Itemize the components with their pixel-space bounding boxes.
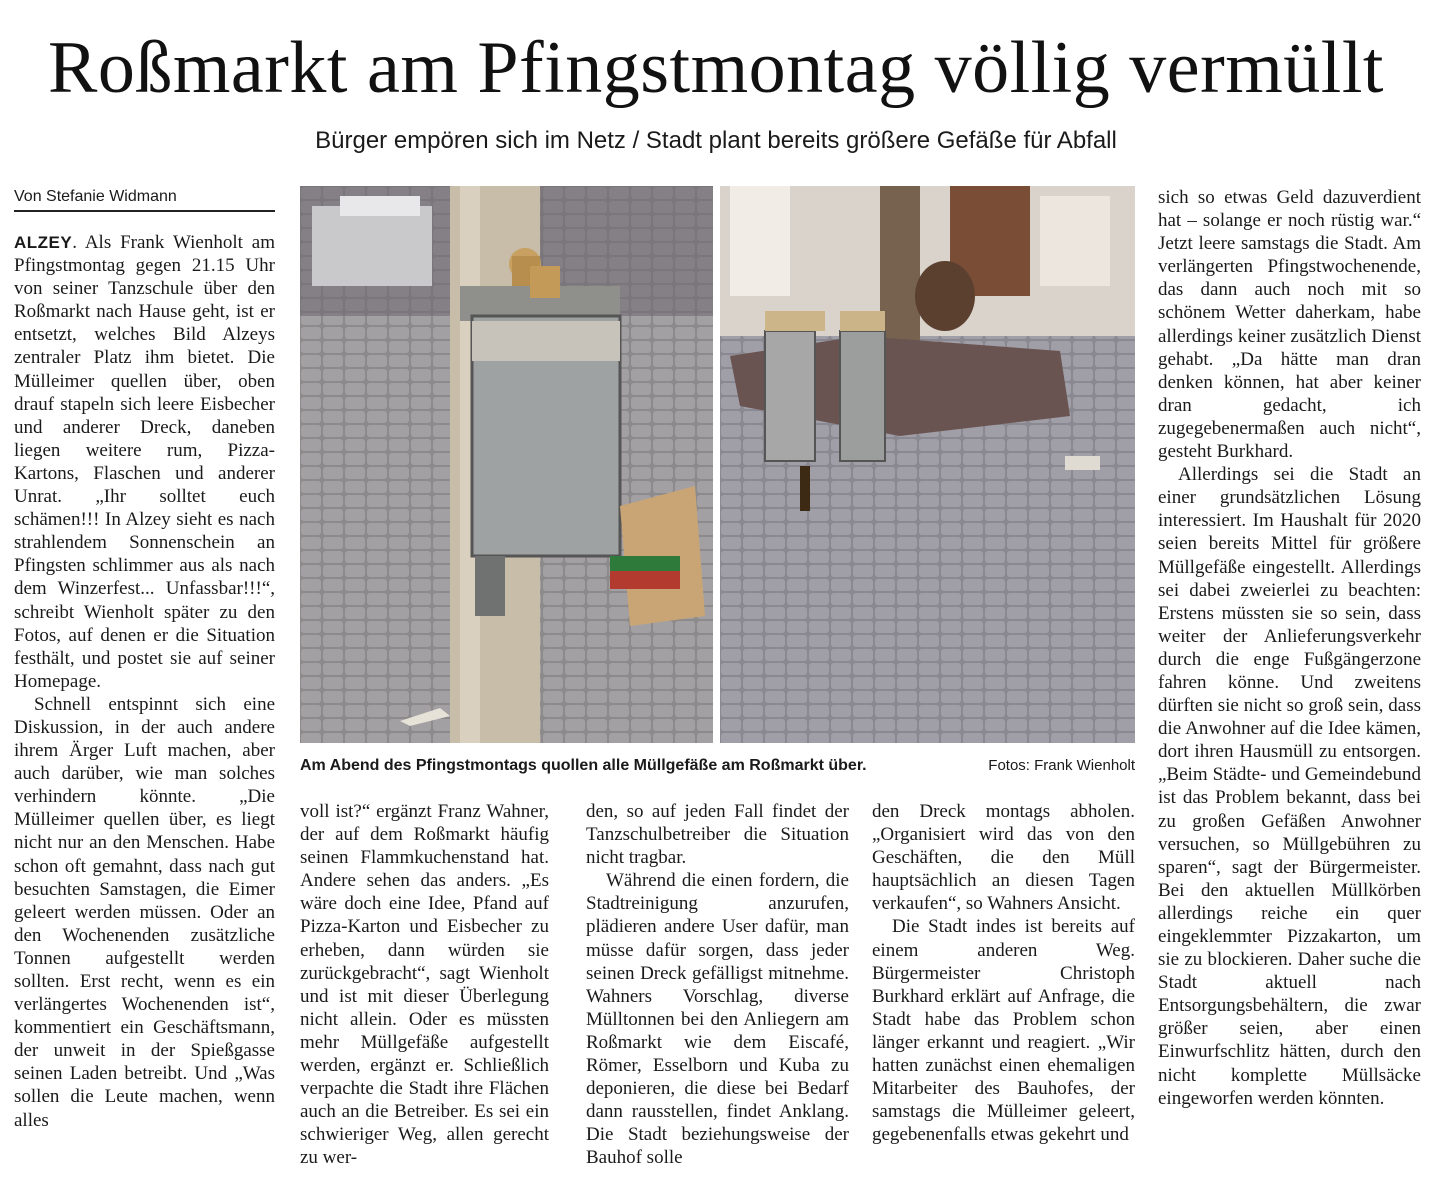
- subheadline: Bürger empören sich im Netz / Stadt plant bereits größere Gefäße für Abfall: [315, 127, 1117, 154]
- paragraph: sich so etwas Geld dazuverdient hat – solange er noch rüstig war.“ Jetzt leere samstags die Stadt. Am verlängerten Pfingstwochenende, das dann auch noch mit so schönem Wetter daherkam, habe allerdings keiner zusätzlich Dienst gehabt. „Da hätte man dran denken können, hat aber keiner dran gedacht, ich zugegebenermaßen auch nicht“, gesteht Burkhard.: [1158, 187, 1421, 463]
- paragraph: Die Stadt indes ist bereits auf einem anderen Weg. Bürgermeister Christoph Burkhard erklärt auf Anfrage, die Stadt habe das Problem schon länger erkannt und reagiert. „Wir hatten zunächst einen ehemaligen Mitarbeiter des Bauhofes, der samstags die Mülleimer geleert, gegebenenfalls etwas gekehrt und: [872, 916, 1135, 1146]
- paragraph: Schnell entspinnt sich eine Diskussion, in der auch andere ihrem Ärger Luft machen, aber auch darüber, wie man solches verhindern könnte. „Die Mülleimer quellen über, es liegt nicht nur an den Menschen. Habe schon oft gemahnt, dass nach gut besuchten Samstagen, die Eimer geleert werden müssen. Oder an den Wochenenden zusätzliche Tonnen aufgestellt werden sollten. Erst recht, wenn es ein verlängertes Wochenenden ist“, kommentiert ein Geschäftsmann, der unweit in der Spießgasse seinen Laden betreibt. Und „Was sollen die Leute machen, wenn alles: [14, 693, 275, 1131]
- paragraph: [14, 231, 275, 693]
- paragraph: Allerdings sei die Stadt an einer grundsätzlichen Lösung interessiert. Im Haushalt für 2020 seien bereits Mittel für größere Müllgefäße eingestellt. Allerdings sei dabei zweierlei zu beachten: Erstens müssten sie so sein, dass weiter der Anlieferungsverkehr durch die enge Fußgängerzone fahren könne. Und zweitens dürften sie nicht so groß sein, dass die Anwohner auf die Idee kämen, dort ihren Hausmüll zu entsorgen. „Beim Städte- und Gemeindebund ist das Problem bekannt, dass bei zu großen Gefäßen Anwohner versuchen, so Müllgebühren zu sparen“, sagt der Bürgermeister. Bei den aktuellen Müllkörben allerdings reiche ein quer eingeklemmter Pizzakarton, um sie zu blockieren. Daher suche die Stadt aktuell nach Entsorgungsbehältern, die zwar größer seien, aber einen Einwurfschlitz hätten, durch den nicht komplette Müllsäcke eingeworfen werden könnten.: [1158, 464, 1421, 1109]
- column-5: [1158, 186, 1421, 1196]
- column-2: [300, 800, 549, 1196]
- photo-caption: Am Abend des Pfingstmontags quollen alle Müllgefäße am Roßmarkt über.: [300, 757, 867, 774]
- byline: Von Stefanie Widmann: [14, 186, 275, 212]
- paragraph: den, so auf jeden Fall findet der Tanzschulbetreiber die Situation nicht tragbar.: [586, 801, 849, 869]
- paragraph: Während die einen fordern, die Stadtreinigung anzurufen, plädieren andere User dafür, man müsse dafür sorgen, dass jeder seinen Dreck gefälligst mitnehme. Wahners Vorschlag, diverse Mülltonnen bei den Anliegern am Roßmarkt wie dem Eiscafé, Römer, Esselborn und Kuba zu deponieren, die diese bei Bedarf dann rausstellen, findet Anklang. Die Stadt beziehungsweise der Bauhof solle: [586, 870, 849, 1169]
- headline: Roßmarkt am Pfingstmontag völlig vermüllt: [48, 27, 1384, 109]
- paragraph: voll ist?“ ergänzt Franz Wahner, der auf dem Roßmarkt häufig seinen Flammkuchenstand hat. Andere sehen das anders. „Es wäre doch eine Idee, Pfand auf Pizza-Karton und Eisbecher zu erheben, dann würden sie zurückgebracht“, sagt Wienholt und ist mit dieser Überlegung nicht allein. Oder es müssten mehr Müllgefäße aufgestellt werden, ergänzt er. Schließlich verpachte die Stadt ihre Flächen auch an die Betreiber. Es sei ein schwieriger Weg, allen gerecht zu wer-: [300, 801, 549, 1169]
- photo-left-overflowing-bin: [300, 186, 713, 743]
- photo-right-image: [720, 186, 1135, 743]
- photo-left-image: [300, 186, 713, 743]
- photo-right-bins-by-tree: [720, 186, 1135, 743]
- dateline: ALZEY: [14, 233, 73, 252]
- column-4: [872, 800, 1135, 1196]
- column-1: [14, 231, 275, 1196]
- photo-caption-bar: [300, 756, 1135, 776]
- paragraph: den Dreck montags abholen. „Organisiert wird das von den Geschäften, die den Müll hauptsächlich an diesen Tagen verkaufen“, so Wahners Ansicht.: [872, 801, 1135, 915]
- column-3: [586, 800, 849, 1196]
- paragraph-text: . Als Frank Wienholt am Pfingstmontag gegen 21.15 Uhr von seiner Tanzschule über den Roßmarkt nach Hause geht, ist er entsetzt, welches Bild Alzeys zentraler Platz ihm bietet. Die Mülleimer quellen über, oben drauf stapeln sich leere Eisbecher und anderer Dreck, daneben liegen weitere rum, Pizza-Kartons, Flaschen und anderer Unrat. „Ihr solltet euch schämen!!! In Alzey sieht es nach strahlendem Sonnenschein an Pfingsten schlimmer aus als nach dem Winzerfest... Unfassbar!!!“, schreibt Wienholt später zu den Fotos, auf denen er die Situation festhält, und postet sie auf seiner Homepage.: [14, 232, 275, 692]
- photo-credit: Fotos: Frank Wienholt: [988, 757, 1135, 774]
- photo-pair: [300, 186, 1135, 743]
